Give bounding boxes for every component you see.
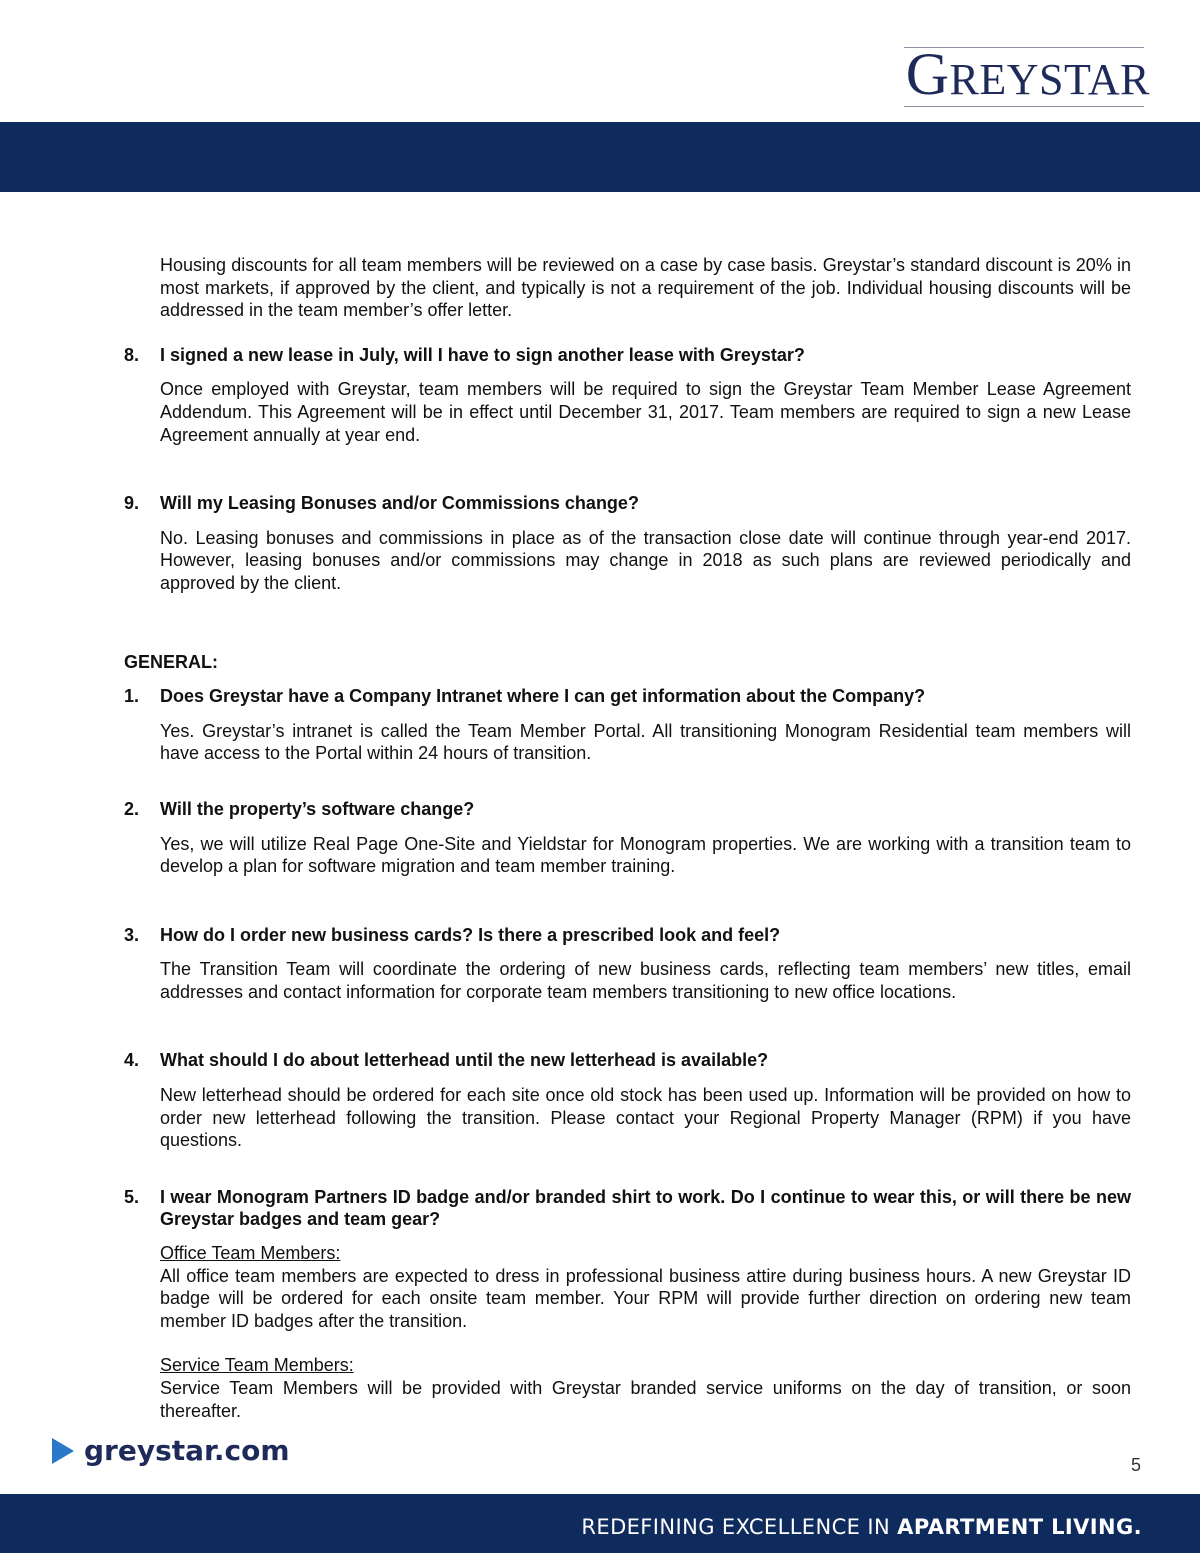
general-answer-1: Yes. Greystar’s intranet is called the Team Member Portal. All transitioning Monogram Residential team members will have access to the Portal within 24 hours of transition. — [160, 720, 1131, 764]
tagline-bold: APARTMENT LIVING. — [897, 1515, 1142, 1539]
page-number: 5 — [1130, 1455, 1141, 1475]
question-text: How do I order new business cards? Is there a prescribed look and feel? — [160, 924, 781, 945]
play-arrow-icon — [52, 1438, 74, 1464]
service-team-text: Service Team Members will be provided with Greystar branded service uniforms on the day of transition, or soon thereafter. — [160, 1378, 1131, 1421]
document-body — [0, 254, 1200, 1422]
general-question-1 — [124, 685, 1131, 708]
service-team-heading: Service Team Members: — [160, 1355, 354, 1376]
general-answer-2: Yes, we will utilize Real Page One-Site and Yieldstar for Monogram properties. We are working with a transition team to develop a plan for software migration and team member training. — [160, 833, 1131, 877]
footer-url-text[interactable]: greystar.com — [84, 1434, 290, 1467]
greystar-logo — [904, 41, 1152, 107]
tagline-regular: REDEFINING EXCELLENCE IN — [581, 1515, 898, 1539]
question-number: 2. — [124, 798, 140, 819]
general-answer-4: New letterhead should be ordered for each site once old stock has been used up. Information will be provided on how to order new letterhead following the transition. Please contact your Regional Property Manager (RPM) if you have questions. — [160, 1085, 1131, 1151]
general-question-2 — [124, 798, 1131, 821]
answer-9: No. Leasing bonuses and commissions in place as of the transaction close date will continue through year-end 2017. However, leasing bonuses and/or commissions may change in 2018 as such plans are reviewed periodically and approved by the client. — [160, 527, 1131, 593]
question-number: 3. — [124, 924, 140, 945]
general-question-3 — [124, 924, 1131, 947]
footer-band — [0, 1494, 1200, 1553]
question-9 — [124, 492, 1131, 515]
question-number: 5. — [124, 1186, 140, 1207]
office-team-block — [160, 1242, 1131, 1332]
question-number: 1. — [124, 686, 140, 707]
intro-paragraph: Housing discounts for all team members will be reviewed on a case by case basis. Greystar’s standard discount is 20% in most markets, if approved by the client, and typically is not a requirement of the job. Individual housing discounts will be addressed in the team member’s offer letter. — [160, 255, 1131, 321]
service-team-block — [160, 1354, 1131, 1422]
office-team-heading: Office Team Members: — [160, 1243, 341, 1264]
question-text: I wear Monogram Partners ID badge and/or branded shirt to work. Do I continue to wear this, or will there be new Greystar badges and team gear? — [160, 1186, 1131, 1230]
office-team-text: All office team members are expected to dress in professional business attire during business hours. A new Greystar ID badge will be ordered for each onsite team member. Your RPM will provide further direction on ordering new team member ID badges after the transition. — [160, 1265, 1131, 1331]
header-band — [0, 122, 1200, 192]
question-number: 9. — [124, 493, 140, 514]
question-text: I signed a new lease in July, will I have to sign another lease with Greystar? — [160, 344, 805, 365]
footer-tagline — [581, 1515, 1142, 1539]
logo-wordmark — [904, 41, 1152, 107]
logo-rest: REYSTAR — [949, 55, 1150, 104]
general-answer-3: The Transition Team will coordinate the ordering of new business cards, reflecting team members’ new titles, email addresses and contact information for corporate team members transitioning to new office locations. — [160, 959, 1131, 1002]
general-question-4 — [124, 1049, 1131, 1072]
question-text: Will the property’s software change? — [160, 798, 475, 819]
question-number: 4. — [124, 1050, 140, 1071]
section-title-general: GENERAL: — [124, 651, 218, 672]
question-text: Will my Leasing Bonuses and/or Commissions change? — [160, 493, 639, 514]
answer-8: Once employed with Greystar, team members will be required to sign the Greystar Team Member Lease Agreement Addendum. This Agreement will be in effect until December 31, 2017. Team members are required to sign a new Lease Agreement annually at year end. — [160, 379, 1131, 445]
question-number: 8. — [124, 344, 140, 365]
question-text: Does Greystar have a Company Intranet where I can get information about the Company? — [160, 686, 926, 707]
logo-initial: G — [905, 41, 950, 107]
question-text: What should I do about letterhead until the new letterhead is available? — [160, 1050, 769, 1071]
general-question-5 — [124, 1186, 1131, 1231]
question-8 — [124, 344, 1131, 367]
footer-url[interactable] — [52, 1434, 290, 1467]
